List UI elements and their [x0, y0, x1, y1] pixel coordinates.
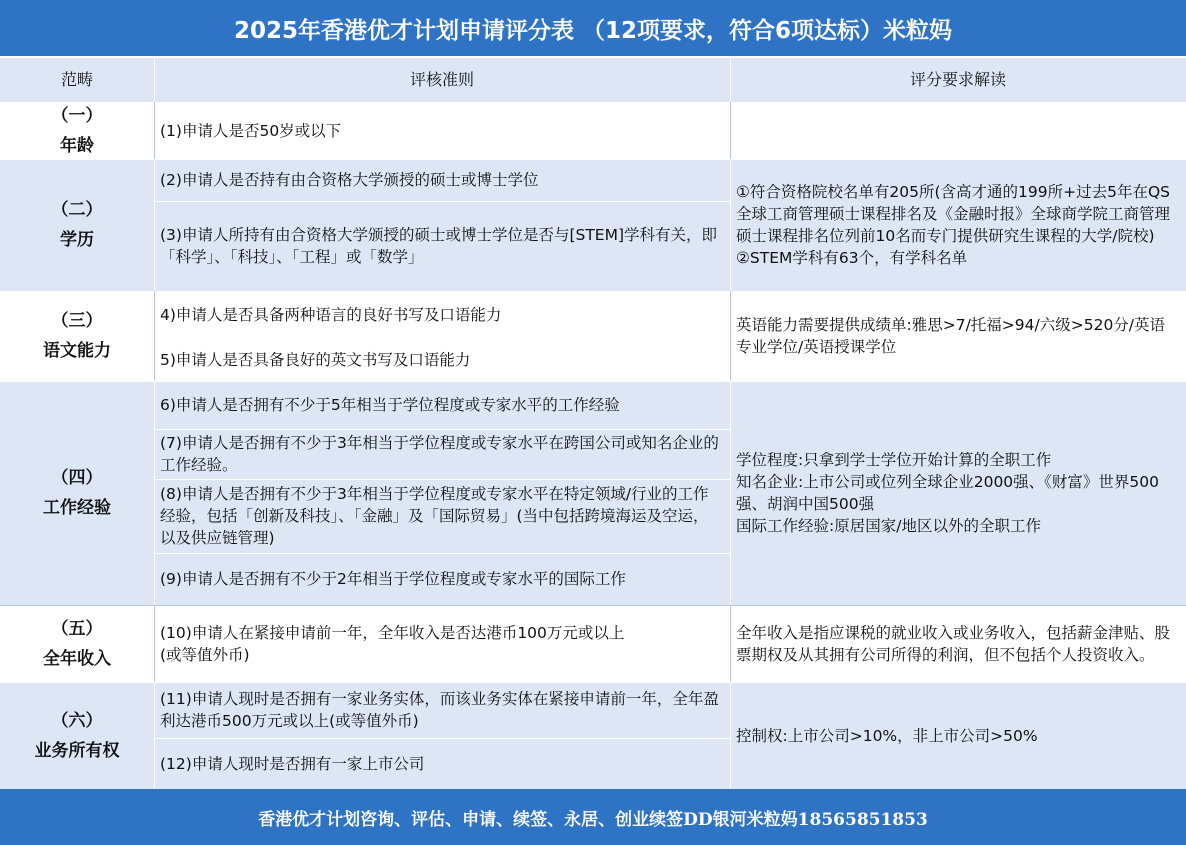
criterion-7: (7)申请人是否拥有不少于3年相当于学位程度或专家水平在跨国公司或知名企业的工作经验。: [154, 429, 730, 479]
grid-line: [154, 102, 155, 159]
grid-line: [154, 291, 155, 381]
criterion-1: (1)申请人是否50岁或以下: [154, 102, 730, 159]
note-line: 全年收入是指应课税的就业收入或业务收入，包括薪金津贴、股票期权及从其拥有公司所得的利润，但不包括个人投资收入。: [736, 623, 1171, 664]
criterion-12: (12)申请人现时是否拥有一家上市公司: [154, 738, 730, 789]
criterion-line: (或等值外币): [160, 645, 250, 664]
category-number: （三）: [51, 311, 103, 331]
criterion-2: (2)申请人是否持有由合资格大学颁授的硕士或博士学位: [154, 159, 730, 201]
grid-line: [0, 291, 1186, 292]
category-number: （四）: [51, 468, 103, 488]
criterion-9: (9)申请人是否拥有不少于2年相当于学位程度或专家水平的国际工作: [154, 553, 730, 605]
criterion-4: 4)申请人是否具备两种语言的良好书写及口语能力: [154, 291, 730, 339]
note-line: 国际工作经验:原居国家/地区以外的全职工作: [736, 517, 1041, 535]
criterion-line: (10)申请人在紧接申请前一年，全年收入是否达港币100万元或以上: [160, 623, 625, 642]
note-line: ②STEM学科有63个，有学科名单: [736, 249, 968, 267]
criterion-10: [154, 605, 730, 682]
category-name: 语文能力: [43, 341, 111, 361]
category-language: [0, 291, 154, 381]
category-name: 业务所有权: [34, 740, 120, 761]
grid-line: [0, 159, 1186, 160]
category-number: （五）: [51, 618, 103, 639]
grid-line: [154, 605, 155, 682]
note-business-ownership: [730, 682, 1186, 789]
grid-line: [0, 102, 1186, 103]
grid-line: [730, 102, 731, 159]
criterion-6: 6)申请人是否拥有不少于5年相当于学位程度或专家水平的工作经验: [154, 381, 730, 429]
note-line: 学位程度:只拿到学士学位开始计算的全职工作: [736, 451, 1052, 469]
criterion-3: (3)申请人所持有由合资格大学颁授的硕士或博士学位是否与[STEM]学科有关，即「科学」、「科技」、「工程」或「数学」: [154, 201, 730, 291]
note-annual-income: [730, 605, 1186, 682]
note-work-experience: [730, 381, 1186, 605]
category-name: 学历: [60, 230, 94, 250]
note-line: 控制权:上市公司>10%，非上市公司>50%: [736, 726, 1038, 745]
header-criteria: 评核准则: [154, 58, 730, 102]
footer-banner: 香港优才计划咨询、评估、申请、续签、永居、创业续签DD银河米粒妈18565851853: [0, 789, 1186, 845]
category-name: 全年收入: [43, 648, 111, 669]
header-category: 范畴: [0, 58, 154, 102]
grid-line: [730, 605, 731, 682]
grid-line: [154, 479, 730, 480]
category-work-experience: [0, 381, 154, 605]
criterion-8: (8)申请人是否拥有不少于3年相当于学位程度或专家水平在特定领域/行业的工作经验，包括「创新及科技」、「金融」及「国际贸易」(当中包括跨境海运及空运，以及供应链管理): [154, 479, 730, 553]
category-annual-income: [0, 605, 154, 682]
category-name: 年龄: [60, 135, 94, 156]
grid-line: [0, 605, 1186, 606]
category-name: 工作经验: [43, 498, 111, 518]
grid-line: [730, 291, 731, 381]
grid-line: [154, 201, 730, 202]
category-business-ownership: [0, 682, 154, 789]
note-line: 知名企业:上市公司或位列全球企业2000强、《财富》世界500强、胡润中国500强: [736, 473, 1160, 513]
note-line: ①符合资格院校名单有205所(含高才通的199所+过去5年在QS全球工商管理硕士课程排名及《金融时报》全球商学院工商管理硕士课程排名位列前10名而专门提供研究生课程的大学/院校): [736, 183, 1171, 245]
criterion-11: (11)申请人现时是否拥有一家业务实体，而该业务实体在紧接申请前一年，全年盈利达港币500万元或以上(或等值外币): [154, 682, 730, 738]
criterion-5: 5)申请人是否具备良好的英文书写及口语能力: [154, 339, 730, 381]
category-number: （六）: [51, 710, 103, 731]
grid-line: [154, 553, 730, 554]
category-age: [0, 102, 154, 159]
category-number: （二）: [51, 200, 103, 220]
header-interpretation: 评分要求解读: [730, 58, 1186, 102]
grid-line: [154, 738, 730, 739]
note-education: [730, 159, 1186, 291]
category-number: （一）: [51, 105, 103, 126]
note-line: 英语能力需要提供成绩单:雅思>7/托福>94/六级>520分/英语专业学位/英语授课学位: [736, 316, 1166, 356]
category-education: [0, 159, 154, 291]
grid-line: [0, 682, 1186, 683]
note-language: [730, 291, 1186, 381]
grid-line: [154, 429, 730, 430]
page-title: 2025年香港优才计划申请评分表 （12项要求，符合6项达标）米粒妈: [0, 0, 1186, 58]
note-age: [730, 102, 1186, 159]
grid-line: [0, 381, 1186, 382]
